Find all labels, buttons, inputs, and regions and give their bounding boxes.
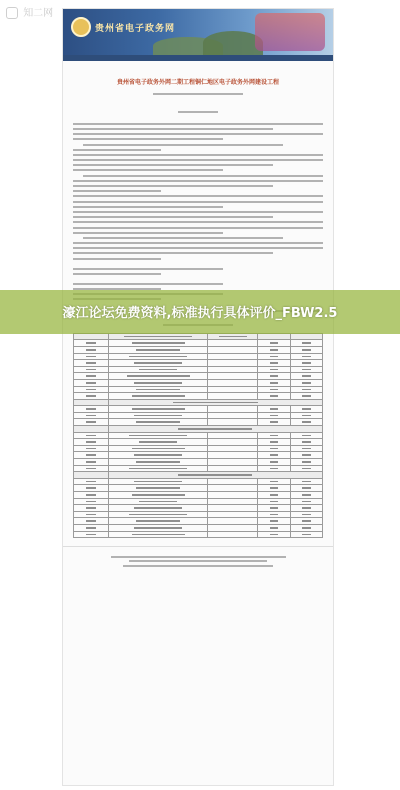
watermark-text: 知二网 bbox=[23, 8, 54, 19]
document-meta bbox=[73, 90, 323, 99]
banner-hill-image bbox=[203, 31, 263, 55]
site-banner bbox=[63, 9, 333, 55]
document-paragraphs bbox=[73, 123, 323, 313]
document-title: 贵州省电子政务外网二期工程铜仁地区电子政务外网建设工程 bbox=[116, 79, 279, 86]
site-title: 贵州省电子政务网 bbox=[95, 24, 176, 34]
logo-icon bbox=[6, 7, 18, 19]
data-table bbox=[73, 333, 323, 538]
headline-text[interactable]: 濠江论坛免费资料,标准执行具体评价_FBW2.5 bbox=[62, 306, 338, 321]
site-logo-icon bbox=[71, 17, 91, 37]
page-footer bbox=[63, 546, 333, 575]
watermark bbox=[6, 4, 53, 19]
document-page bbox=[62, 8, 334, 786]
document-subheading bbox=[73, 107, 323, 116]
banner-photo bbox=[255, 13, 325, 51]
